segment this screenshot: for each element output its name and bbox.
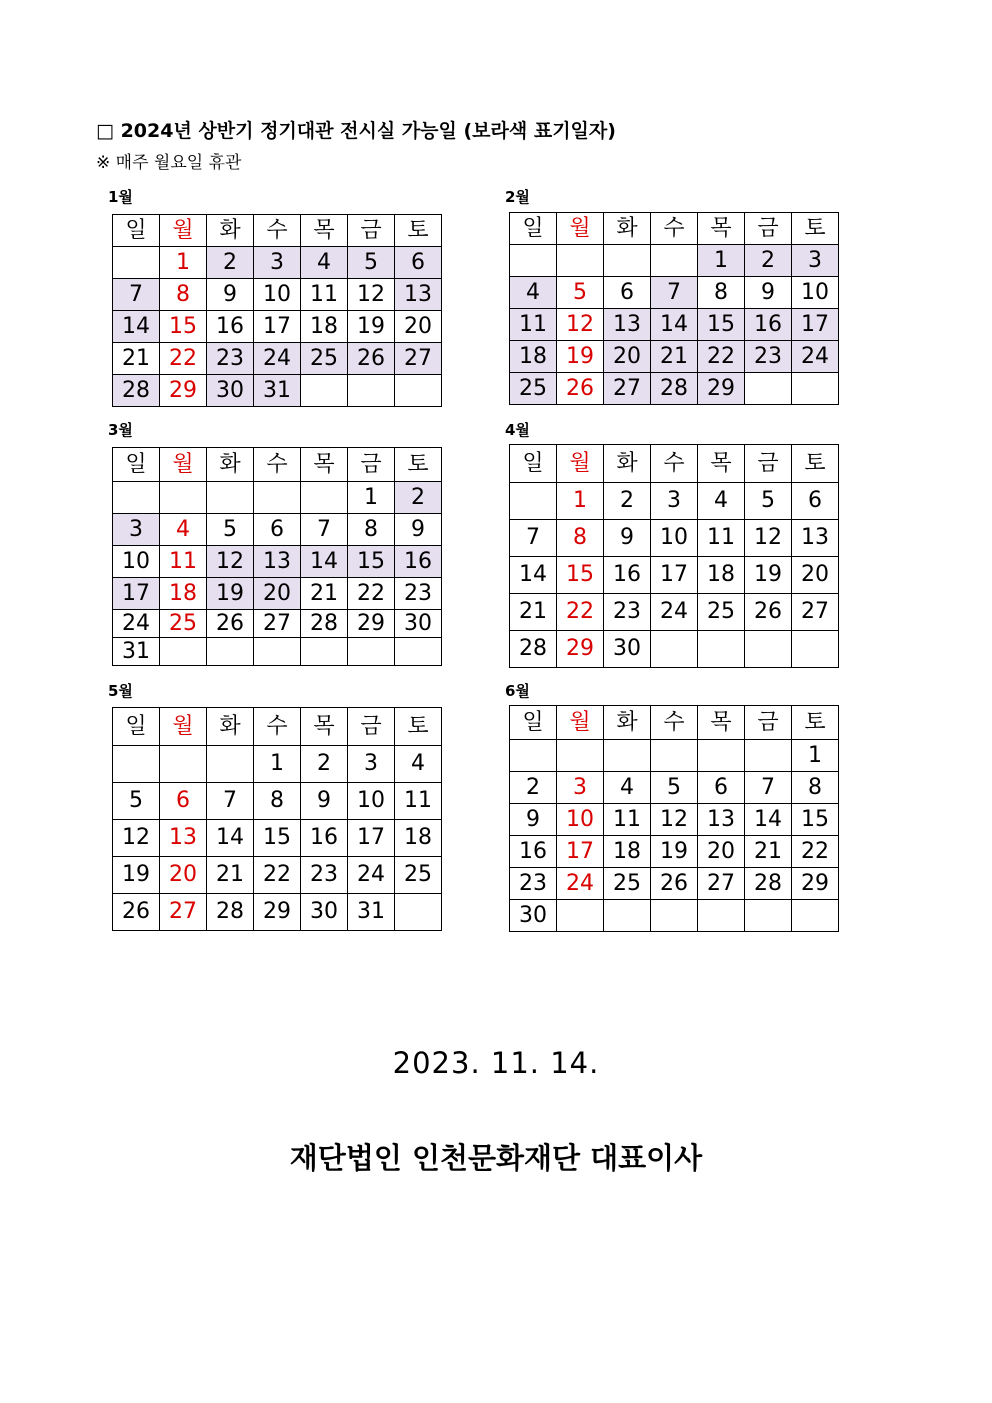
day-cell: 9 (207, 279, 254, 311)
day-cell: 17 (113, 578, 160, 610)
month-label: 1월 (108, 188, 133, 206)
weekday-header: 화 (604, 445, 651, 483)
month-label: 5월 (108, 682, 133, 700)
day-cell: 27 (254, 610, 301, 638)
weekday-header: 금 (745, 213, 792, 245)
weekday-header: 화 (207, 448, 254, 482)
day-cell: 5 (207, 514, 254, 546)
day-cell: 11 (604, 804, 651, 836)
day-cell: 24 (254, 343, 301, 375)
day-cell: 2 (395, 482, 442, 514)
day-cell: 10 (113, 546, 160, 578)
empty-cell (604, 900, 651, 932)
day-cell: 2 (745, 245, 792, 277)
weekday-header: 목 (698, 213, 745, 245)
weekday-header: 월 (557, 213, 604, 245)
weekday-header: 월 (160, 215, 207, 247)
closure-note: ※ 매주 월요일 휴관 (96, 153, 242, 173)
day-cell: 11 (301, 279, 348, 311)
day-cell: 6 (254, 514, 301, 546)
weekday-header: 목 (698, 706, 745, 740)
day-cell: 26 (651, 868, 698, 900)
day-cell: 27 (604, 373, 651, 405)
day-cell: 10 (557, 804, 604, 836)
day-cell: 13 (160, 820, 207, 857)
day-cell: 16 (207, 311, 254, 343)
day-cell: 24 (651, 594, 698, 631)
day-cell: 8 (348, 514, 395, 546)
day-cell: 20 (604, 341, 651, 373)
day-cell: 18 (301, 311, 348, 343)
month-label: 3월 (108, 421, 133, 439)
day-cell: 18 (510, 341, 557, 373)
day-cell: 19 (651, 836, 698, 868)
day-cell: 2 (301, 746, 348, 783)
day-cell: 23 (604, 594, 651, 631)
day-cell: 26 (745, 594, 792, 631)
empty-cell (651, 740, 698, 772)
empty-cell (254, 482, 301, 514)
month-calendar (112, 447, 442, 666)
day-cell: 1 (557, 483, 604, 520)
day-cell: 8 (557, 520, 604, 557)
day-cell: 7 (113, 279, 160, 311)
day-cell: 17 (557, 836, 604, 868)
weekday-header: 금 (348, 215, 395, 247)
weekday-header: 토 (395, 708, 442, 746)
day-cell: 16 (604, 557, 651, 594)
day-cell: 29 (254, 894, 301, 931)
month-label: 4월 (505, 421, 530, 439)
day-cell: 19 (348, 311, 395, 343)
day-cell: 1 (254, 746, 301, 783)
day-cell: 7 (651, 277, 698, 309)
empty-cell (301, 375, 348, 407)
day-cell: 7 (207, 783, 254, 820)
day-cell: 21 (745, 836, 792, 868)
day-cell: 9 (510, 804, 557, 836)
empty-cell (745, 373, 792, 405)
day-cell: 28 (745, 868, 792, 900)
empty-cell (160, 746, 207, 783)
weekday-header: 토 (792, 213, 839, 245)
weekday-header: 일 (113, 215, 160, 247)
day-cell: 10 (651, 520, 698, 557)
weekday-header: 금 (348, 708, 395, 746)
day-cell: 15 (698, 309, 745, 341)
weekday-header: 일 (113, 708, 160, 746)
day-cell: 7 (510, 520, 557, 557)
day-cell: 14 (113, 311, 160, 343)
day-cell: 17 (254, 311, 301, 343)
weekday-header: 화 (207, 708, 254, 746)
empty-cell (254, 638, 301, 666)
day-cell: 21 (207, 857, 254, 894)
day-cell: 29 (160, 375, 207, 407)
weekday-header: 수 (651, 706, 698, 740)
day-cell: 26 (348, 343, 395, 375)
day-cell: 24 (557, 868, 604, 900)
day-cell: 14 (207, 820, 254, 857)
weekday-header: 일 (510, 706, 557, 740)
day-cell: 19 (207, 578, 254, 610)
empty-cell (745, 900, 792, 932)
day-cell: 3 (651, 483, 698, 520)
day-cell: 28 (651, 373, 698, 405)
day-cell: 12 (207, 546, 254, 578)
empty-cell (557, 245, 604, 277)
weekday-header: 일 (113, 448, 160, 482)
day-cell: 30 (301, 894, 348, 931)
day-cell: 28 (113, 375, 160, 407)
month-label: 6월 (505, 682, 530, 700)
month-calendar (509, 444, 839, 668)
weekday-header: 목 (301, 215, 348, 247)
day-cell: 22 (698, 341, 745, 373)
empty-cell (604, 740, 651, 772)
day-cell: 9 (604, 520, 651, 557)
day-cell: 6 (395, 247, 442, 279)
day-cell: 15 (348, 546, 395, 578)
day-cell: 18 (698, 557, 745, 594)
day-cell: 26 (113, 894, 160, 931)
weekday-header: 수 (651, 213, 698, 245)
weekday-header: 월 (557, 706, 604, 740)
day-cell: 14 (745, 804, 792, 836)
day-cell: 24 (348, 857, 395, 894)
day-cell: 11 (160, 546, 207, 578)
day-cell: 3 (792, 245, 839, 277)
day-cell: 3 (557, 772, 604, 804)
day-cell: 13 (792, 520, 839, 557)
day-cell: 10 (792, 277, 839, 309)
empty-cell (510, 245, 557, 277)
empty-cell (348, 375, 395, 407)
weekday-header: 토 (792, 706, 839, 740)
day-cell: 27 (395, 343, 442, 375)
weekday-header: 수 (651, 445, 698, 483)
empty-cell (510, 740, 557, 772)
day-cell: 5 (113, 783, 160, 820)
day-cell: 26 (207, 610, 254, 638)
day-cell: 2 (207, 247, 254, 279)
day-cell: 24 (792, 341, 839, 373)
day-cell: 6 (160, 783, 207, 820)
day-cell: 15 (254, 820, 301, 857)
day-cell: 20 (160, 857, 207, 894)
weekday-header: 일 (510, 445, 557, 483)
day-cell: 23 (395, 578, 442, 610)
month-calendar (509, 705, 839, 932)
empty-cell (301, 482, 348, 514)
issue-date: 2023. 11. 14. (392, 1046, 600, 1080)
day-cell: 25 (510, 373, 557, 405)
weekday-header: 금 (745, 706, 792, 740)
empty-cell (510, 483, 557, 520)
day-cell: 27 (698, 868, 745, 900)
day-cell: 22 (792, 836, 839, 868)
day-cell: 29 (557, 631, 604, 668)
day-cell: 21 (301, 578, 348, 610)
day-cell: 20 (254, 578, 301, 610)
signature: 재단법인 인천문화재단 대표이사 (289, 1141, 703, 1175)
day-cell: 5 (651, 772, 698, 804)
day-cell: 29 (348, 610, 395, 638)
day-cell: 10 (254, 279, 301, 311)
day-cell: 16 (745, 309, 792, 341)
day-cell: 4 (301, 247, 348, 279)
weekday-header: 금 (348, 448, 395, 482)
day-cell: 11 (698, 520, 745, 557)
day-cell: 17 (651, 557, 698, 594)
day-cell: 5 (348, 247, 395, 279)
day-cell: 18 (160, 578, 207, 610)
weekday-header: 월 (160, 708, 207, 746)
day-cell: 15 (792, 804, 839, 836)
month-calendar (112, 707, 442, 931)
weekday-header: 화 (604, 706, 651, 740)
day-cell: 30 (604, 631, 651, 668)
day-cell: 6 (698, 772, 745, 804)
day-cell: 11 (395, 783, 442, 820)
empty-cell (651, 900, 698, 932)
month-calendar (112, 214, 442, 407)
day-cell: 22 (557, 594, 604, 631)
empty-cell (651, 631, 698, 668)
day-cell: 2 (510, 772, 557, 804)
day-cell: 12 (745, 520, 792, 557)
day-cell: 13 (395, 279, 442, 311)
day-cell: 4 (698, 483, 745, 520)
day-cell: 8 (792, 772, 839, 804)
day-cell: 11 (510, 309, 557, 341)
day-cell: 9 (745, 277, 792, 309)
day-cell: 12 (113, 820, 160, 857)
day-cell: 31 (254, 375, 301, 407)
day-cell: 18 (604, 836, 651, 868)
day-cell: 21 (510, 594, 557, 631)
day-cell: 20 (395, 311, 442, 343)
day-cell: 29 (792, 868, 839, 900)
empty-cell (604, 245, 651, 277)
empty-cell (745, 631, 792, 668)
day-cell: 23 (745, 341, 792, 373)
day-cell: 4 (604, 772, 651, 804)
day-cell: 30 (510, 900, 557, 932)
day-cell: 8 (698, 277, 745, 309)
day-cell: 9 (301, 783, 348, 820)
day-cell: 19 (557, 341, 604, 373)
day-cell: 21 (113, 343, 160, 375)
empty-cell (651, 245, 698, 277)
day-cell: 6 (604, 277, 651, 309)
day-cell: 21 (651, 341, 698, 373)
weekday-header: 일 (510, 213, 557, 245)
day-cell: 31 (348, 894, 395, 931)
empty-cell (792, 631, 839, 668)
day-cell: 19 (113, 857, 160, 894)
day-cell: 13 (254, 546, 301, 578)
day-cell: 14 (301, 546, 348, 578)
day-cell: 19 (745, 557, 792, 594)
day-cell: 20 (698, 836, 745, 868)
day-cell: 22 (254, 857, 301, 894)
day-cell: 4 (510, 277, 557, 309)
day-cell: 27 (160, 894, 207, 931)
empty-cell (348, 638, 395, 666)
day-cell: 15 (160, 311, 207, 343)
day-cell: 28 (301, 610, 348, 638)
day-cell: 7 (301, 514, 348, 546)
day-cell: 14 (651, 309, 698, 341)
day-cell: 28 (510, 631, 557, 668)
day-cell: 30 (207, 375, 254, 407)
empty-cell (395, 375, 442, 407)
weekday-header: 수 (254, 448, 301, 482)
day-cell: 25 (160, 610, 207, 638)
empty-cell (698, 740, 745, 772)
empty-cell (557, 740, 604, 772)
day-cell: 14 (510, 557, 557, 594)
day-cell: 8 (254, 783, 301, 820)
day-cell: 3 (254, 247, 301, 279)
day-cell: 1 (792, 740, 839, 772)
day-cell: 20 (792, 557, 839, 594)
weekday-header: 토 (792, 445, 839, 483)
empty-cell (792, 373, 839, 405)
empty-cell (557, 900, 604, 932)
day-cell: 12 (557, 309, 604, 341)
month-label: 2월 (505, 188, 530, 206)
day-cell: 30 (395, 610, 442, 638)
day-cell: 24 (113, 610, 160, 638)
empty-cell (792, 900, 839, 932)
weekday-header: 화 (207, 215, 254, 247)
day-cell: 22 (160, 343, 207, 375)
empty-cell (207, 482, 254, 514)
day-cell: 16 (301, 820, 348, 857)
empty-cell (160, 482, 207, 514)
day-cell: 25 (395, 857, 442, 894)
weekday-header: 토 (395, 215, 442, 247)
day-cell: 18 (395, 820, 442, 857)
weekday-header: 월 (557, 445, 604, 483)
weekday-header: 목 (698, 445, 745, 483)
day-cell: 17 (348, 820, 395, 857)
day-cell: 17 (792, 309, 839, 341)
day-cell: 12 (651, 804, 698, 836)
day-cell: 25 (301, 343, 348, 375)
day-cell: 3 (348, 746, 395, 783)
day-cell: 23 (301, 857, 348, 894)
empty-cell (301, 638, 348, 666)
empty-cell (113, 482, 160, 514)
day-cell: 2 (604, 483, 651, 520)
day-cell: 8 (160, 279, 207, 311)
weekday-header: 화 (604, 213, 651, 245)
day-cell: 26 (557, 373, 604, 405)
day-cell: 16 (395, 546, 442, 578)
day-cell: 23 (207, 343, 254, 375)
empty-cell (160, 638, 207, 666)
day-cell: 22 (348, 578, 395, 610)
empty-cell (395, 894, 442, 931)
day-cell: 25 (698, 594, 745, 631)
empty-cell (698, 631, 745, 668)
weekday-header: 금 (745, 445, 792, 483)
empty-cell (113, 247, 160, 279)
empty-cell (113, 746, 160, 783)
empty-cell (698, 900, 745, 932)
day-cell: 3 (113, 514, 160, 546)
day-cell: 9 (395, 514, 442, 546)
day-cell: 4 (395, 746, 442, 783)
day-cell: 1 (160, 247, 207, 279)
day-cell: 12 (348, 279, 395, 311)
day-cell: 31 (113, 638, 160, 666)
day-cell: 4 (160, 514, 207, 546)
day-cell: 5 (557, 277, 604, 309)
day-cell: 27 (792, 594, 839, 631)
month-calendar (509, 212, 839, 405)
day-cell: 7 (745, 772, 792, 804)
empty-cell (207, 746, 254, 783)
day-cell: 1 (348, 482, 395, 514)
weekday-header: 목 (301, 708, 348, 746)
day-cell: 5 (745, 483, 792, 520)
page-title: □ 2024년 상반기 정기대관 전시실 가능일 (보라색 표기일자) (96, 120, 616, 142)
weekday-header: 수 (254, 708, 301, 746)
weekday-header: 월 (160, 448, 207, 482)
empty-cell (395, 638, 442, 666)
empty-cell (745, 740, 792, 772)
weekday-header: 토 (395, 448, 442, 482)
day-cell: 23 (510, 868, 557, 900)
weekday-header: 수 (254, 215, 301, 247)
day-cell: 28 (207, 894, 254, 931)
day-cell: 16 (510, 836, 557, 868)
day-cell: 13 (698, 804, 745, 836)
day-cell: 15 (557, 557, 604, 594)
day-cell: 6 (792, 483, 839, 520)
day-cell: 29 (698, 373, 745, 405)
day-cell: 10 (348, 783, 395, 820)
day-cell: 25 (604, 868, 651, 900)
weekday-header: 목 (301, 448, 348, 482)
day-cell: 1 (698, 245, 745, 277)
empty-cell (207, 638, 254, 666)
day-cell: 13 (604, 309, 651, 341)
